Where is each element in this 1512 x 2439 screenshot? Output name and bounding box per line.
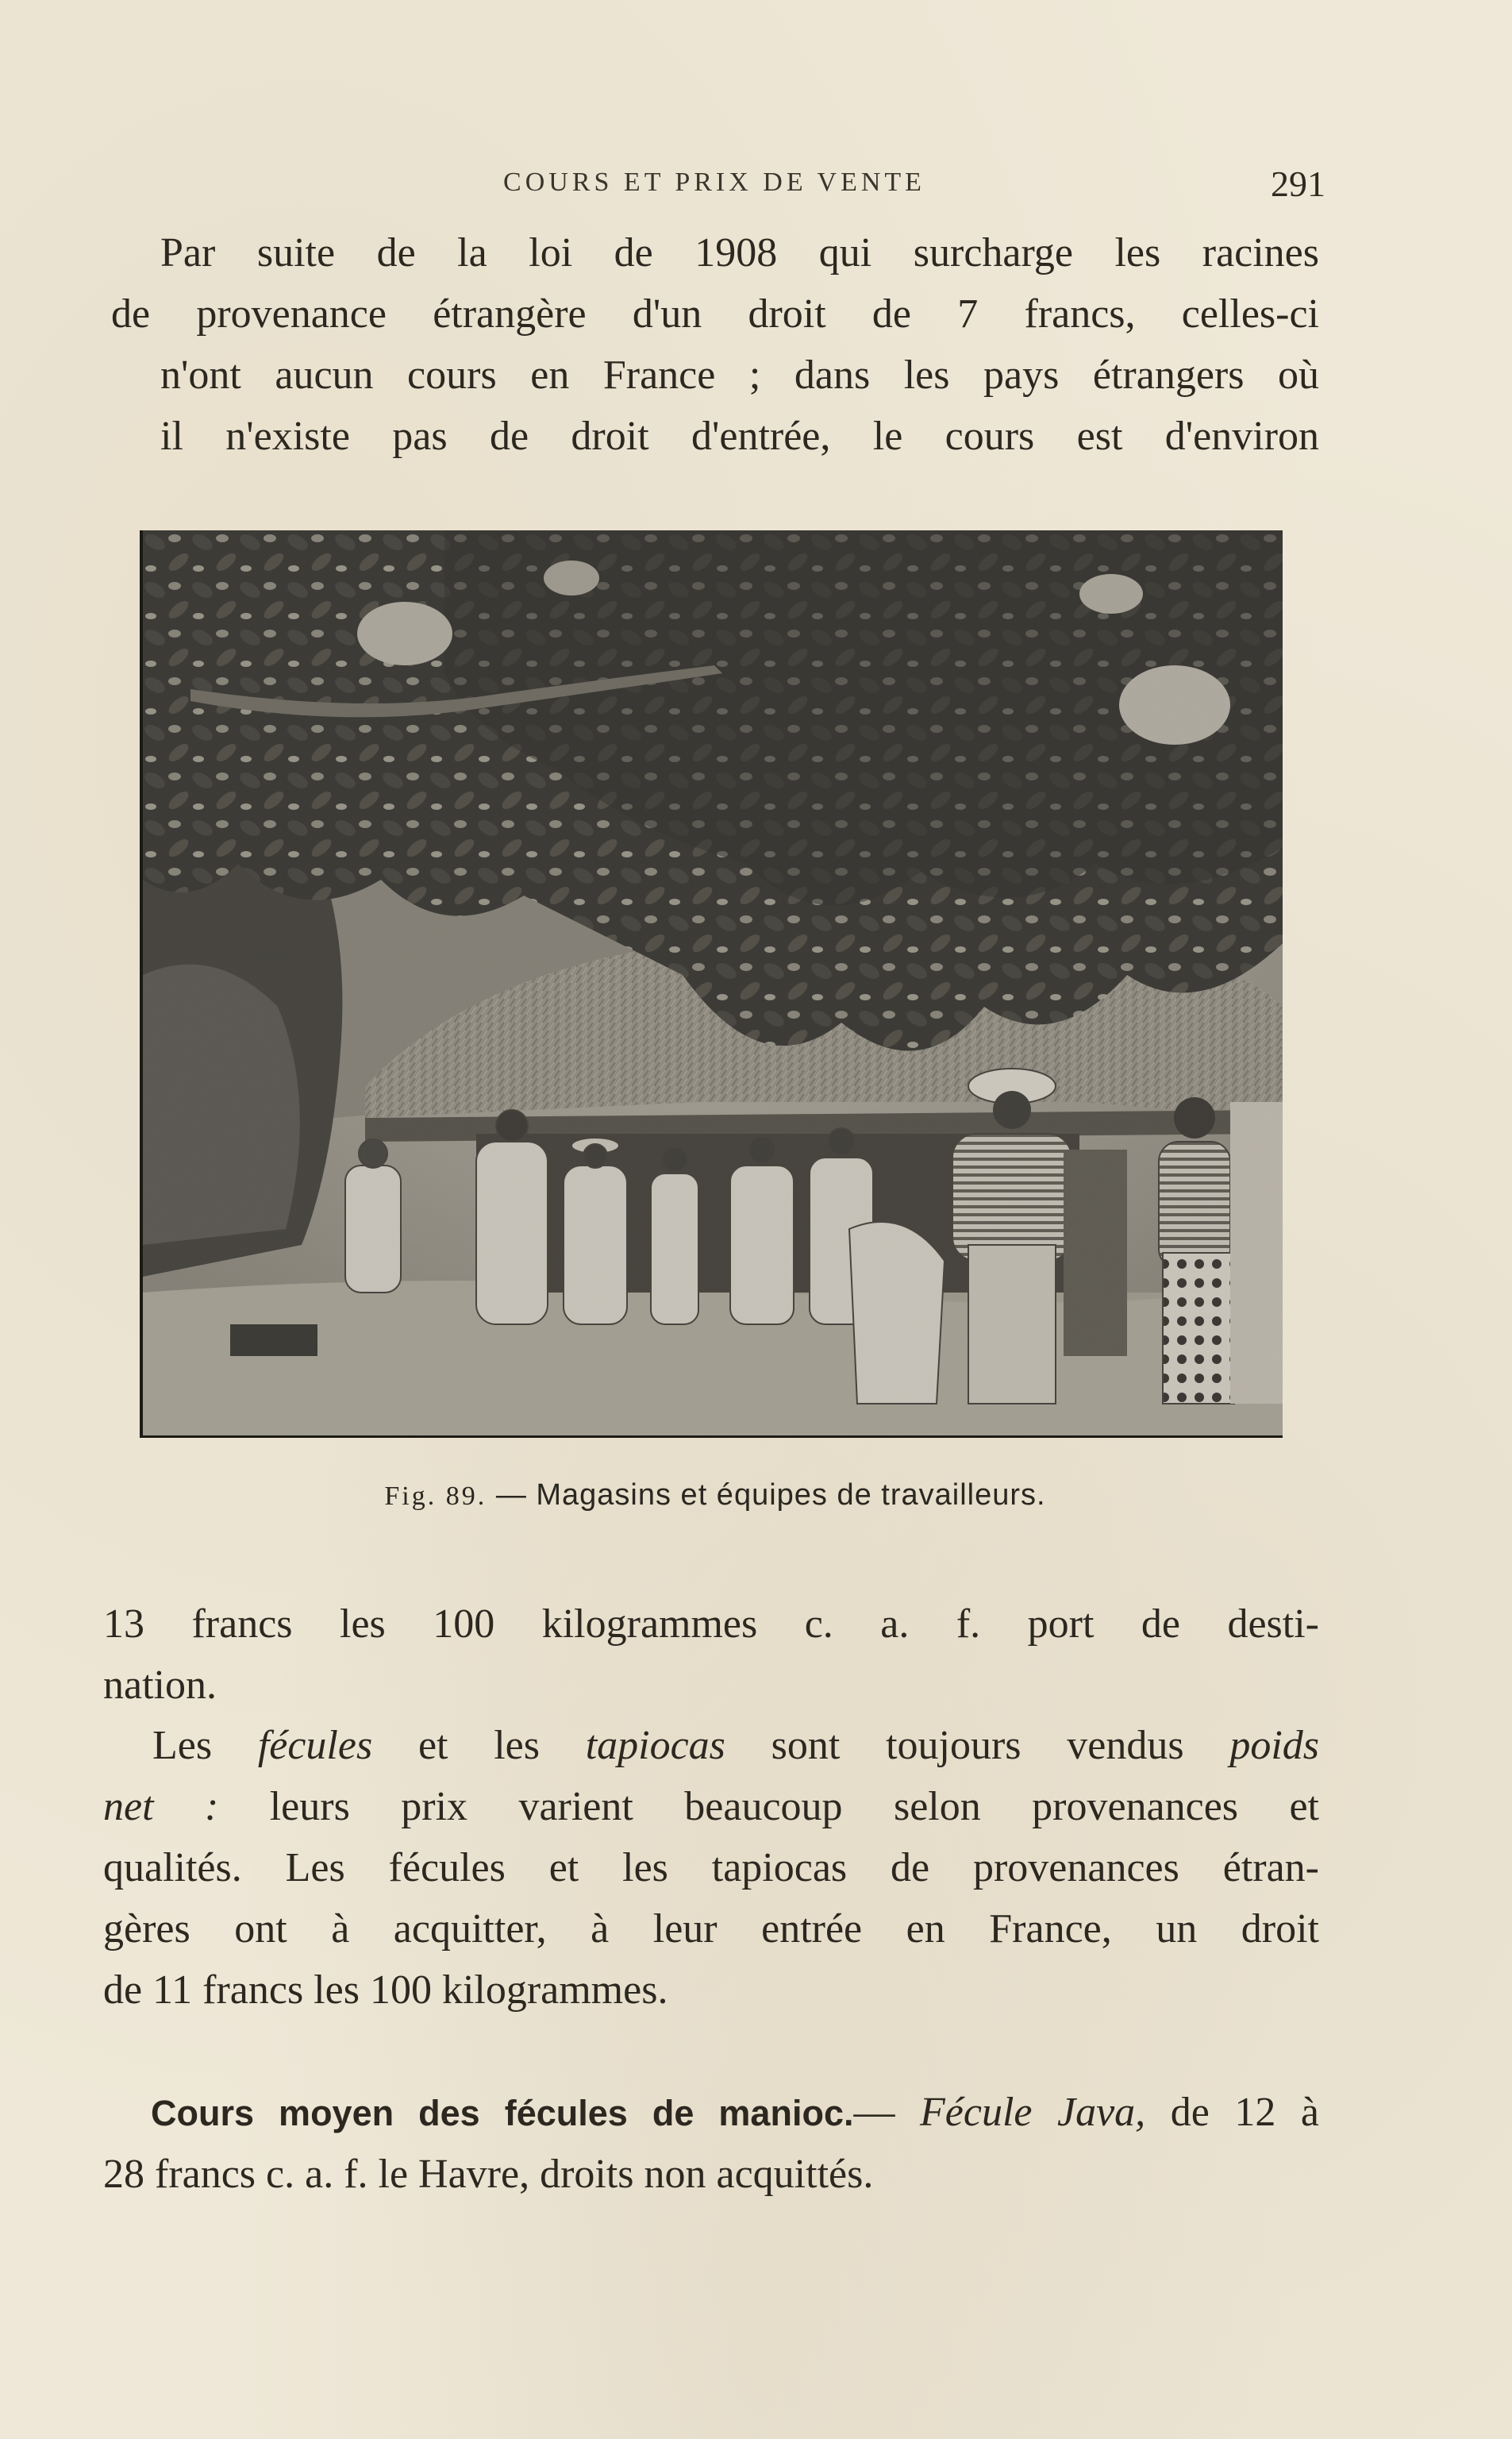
text-line	[103, 1715, 1319, 1776]
running-head	[103, 163, 1325, 210]
paragraph-2	[103, 1593, 1319, 1716]
italic-term: poids	[1229, 1723, 1319, 1768]
text-line: n'ont aucun cours en France ; dans les pays étrangers où	[160, 353, 1319, 398]
text-segment: sont toujours vendus	[725, 1723, 1230, 1768]
paragraph-4	[103, 2082, 1319, 2205]
text-line	[103, 1776, 1319, 1837]
text-segment: leurs prix varient beaucoup selon provenances et	[218, 1784, 1320, 1829]
text-segment: Les	[152, 1723, 258, 1768]
page-number: 291	[1271, 164, 1325, 204]
paragraph-3	[103, 1715, 1319, 2021]
figure-caption	[111, 1478, 1319, 1512]
paragraph-1	[111, 222, 1319, 467]
figure-caption-text: — Magasins et équipes de travailleurs.	[495, 1478, 1046, 1512]
running-title: COURS ET PRIX DE VENTE	[503, 168, 925, 197]
figure-label: Fig. 89.	[384, 1482, 487, 1511]
text-line: qualités. Les fécules et les tapiocas de provenances étran-	[103, 1845, 1319, 1890]
italic-term: Fécule Java,	[920, 2090, 1146, 2135]
italic-term: tapiocas	[585, 1723, 725, 1768]
text-line: gères ont à acquitter, à leur entrée en France, un droit	[103, 1906, 1319, 1952]
text-line: 13 francs les 100 kilogrammes c. a. f. port de desti-	[103, 1601, 1319, 1647]
text-line: de 11 francs les 100 kilogrammes.	[103, 1967, 668, 2013]
italic-term: net :	[103, 1784, 219, 1829]
text-segment: et les	[372, 1723, 586, 1768]
bold-lead: Cours moyen des fécules de manioc.	[151, 2093, 854, 2133]
text-line: 28 francs c. a. f. le Havre, droits non acquittés.	[103, 2152, 874, 2197]
text-line: de provenance étrangère d'un droit de 7 francs, celles-ci	[111, 291, 1319, 337]
text-line: Par suite de la loi de 1908 qui surcharge les racines	[160, 230, 1319, 275]
text-line: il n'existe pas de droit d'entrée, le cours est d'environ	[160, 414, 1319, 459]
text-line: nation.	[103, 1663, 217, 1708]
text-segment: de 12 à	[1145, 2090, 1319, 2135]
photograph-figure	[140, 530, 1283, 1438]
italic-term: fécules	[257, 1723, 373, 1768]
photograph-illustration	[143, 530, 1283, 1435]
text-line	[151, 2082, 1319, 2144]
text-segment: —	[853, 2090, 921, 2135]
